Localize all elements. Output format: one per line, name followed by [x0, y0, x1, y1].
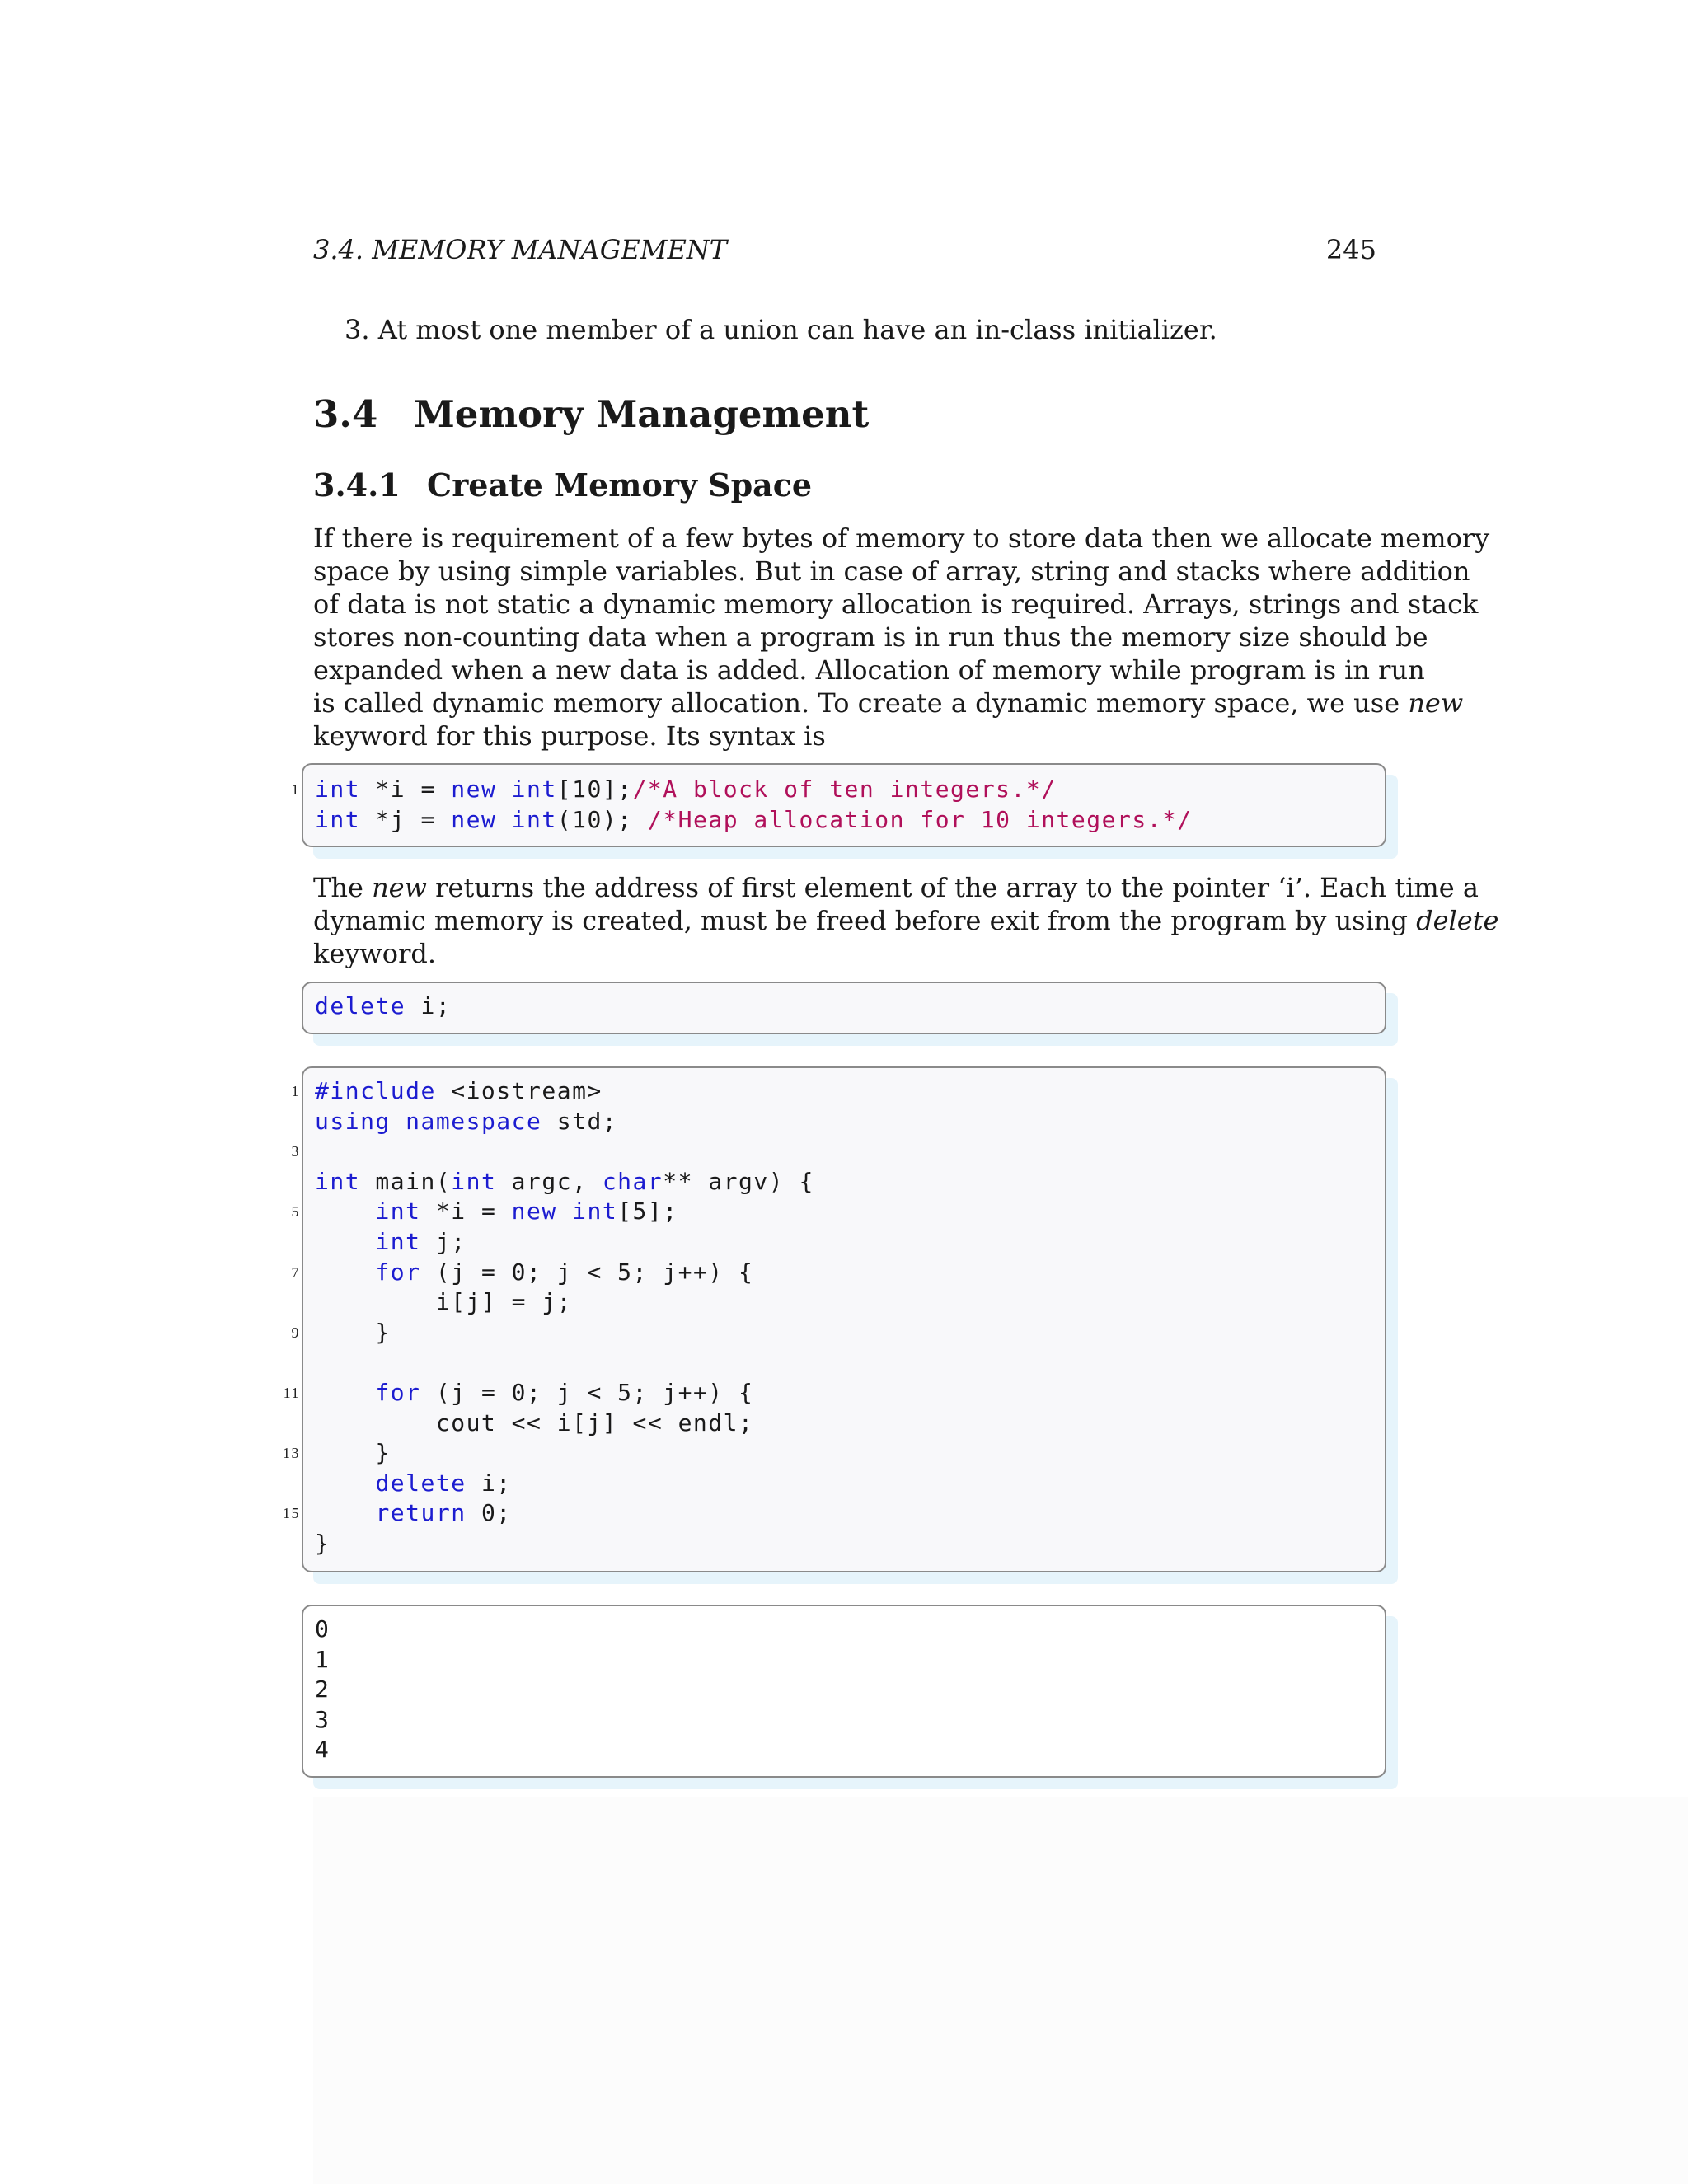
paragraph-line: stores non-counting data when a program is in run thus the memory size should be: [313, 621, 1428, 653]
paragraph-line: space by using simple variables. But in case of array, string and stacks where addition: [313, 555, 1470, 587]
output-block: [302, 1605, 1386, 1778]
code-text: *i =: [360, 776, 452, 803]
code-keyword: int: [572, 1197, 618, 1226]
code-keyword: new: [451, 805, 497, 833]
code-text: [557, 1197, 572, 1225]
code-lines: [315, 991, 451, 1022]
code-text: [10];: [556, 776, 633, 803]
code-text: (j = 0; j < 5; j++) {: [420, 1378, 754, 1406]
line-number: 7: [291, 1263, 300, 1281]
code-comment: /*Heap allocation for 10 integers.*/: [647, 805, 1193, 833]
paragraph-line: [313, 904, 1499, 937]
code-line: [291, 1258, 814, 1288]
code-keyword: return: [375, 1499, 467, 1527]
code-line: [283, 1378, 814, 1408]
emphasis-new: new: [372, 872, 427, 903]
output-line: 3: [315, 1705, 331, 1733]
code-block-delete: [302, 982, 1386, 1034]
subsection-number: 3.4.1: [313, 466, 401, 504]
line-number: 5: [291, 1203, 300, 1221]
paragraph-line: If there is requirement of a few bytes of memory to store data then we allocate memory: [313, 523, 1490, 554]
code-line: [315, 991, 451, 1022]
code-keyword: namespace: [406, 1107, 542, 1135]
code-text: <iostream>: [435, 1077, 603, 1104]
code-keyword: int: [315, 776, 361, 803]
code-text: [496, 806, 511, 833]
code-text: (10);: [556, 805, 648, 833]
code-text: j;: [420, 1227, 467, 1255]
output-line: 0: [315, 1615, 331, 1643]
code-line: [315, 1167, 814, 1197]
code-line: [291, 1137, 814, 1167]
paragraph-line: [313, 871, 1479, 904]
page-number: 245: [1325, 234, 1376, 265]
code-line: [315, 1287, 814, 1318]
code-line: [315, 1227, 814, 1258]
code-text: [496, 776, 511, 803]
code-text: main(: [360, 1167, 452, 1195]
code-line: [291, 1076, 814, 1107]
code-text: }: [375, 1318, 391, 1346]
code-keyword: delete: [375, 1469, 467, 1497]
paragraph-line: [313, 687, 1464, 719]
output-block-frame: [302, 1605, 1386, 1778]
code-text: std;: [542, 1107, 618, 1135]
code-keyword: for: [375, 1258, 421, 1286]
code-line: [315, 1347, 814, 1378]
output-lines: [315, 1615, 330, 1765]
output-line: 4: [315, 1736, 331, 1764]
code-text: i[j] = j;: [435, 1288, 573, 1316]
code-text: [5];: [617, 1197, 678, 1226]
code-keyword: #include: [315, 1077, 436, 1104]
paragraph-text: The: [313, 872, 373, 903]
emphasis-delete: delete: [1416, 905, 1499, 936]
code-block-frame: [302, 982, 1386, 1034]
code-keyword: delete: [315, 992, 406, 1019]
code-line: [291, 775, 1193, 805]
code-text: 0;: [466, 1499, 512, 1527]
code-keyword: using: [315, 1107, 391, 1135]
emphasis-new: new: [1408, 687, 1464, 719]
code-text: cout << i[j] << endl;: [435, 1408, 754, 1436]
paragraph-line: keyword.: [313, 938, 437, 969]
line-number: 9: [291, 1324, 300, 1341]
code-keyword: int: [451, 1167, 497, 1195]
code-line: [291, 1197, 814, 1227]
code-text: i;: [466, 1469, 512, 1497]
paragraph-line: keyword for this purpose. Its syntax is: [313, 720, 826, 752]
code-lines: [283, 1076, 814, 1559]
code-text: i;: [406, 992, 452, 1019]
list-item: 3. At most one member of a union can have an in-class initializer.: [345, 314, 1217, 345]
code-block-syntax: [291, 763, 1386, 847]
code-line: [315, 1469, 814, 1499]
line-number: 3: [291, 1143, 300, 1160]
code-comment: /*A block of ten integers.*/: [632, 776, 1057, 803]
code-line: [291, 1318, 814, 1348]
subsection-heading: [313, 466, 812, 504]
code-keyword: int: [375, 1197, 421, 1226]
output-line: 1: [315, 1645, 331, 1673]
paragraph-text: dynamic memory is created, must be freed before exit from the program by using: [313, 905, 1417, 936]
code-keyword: for: [375, 1378, 421, 1406]
paragraph-intro: [313, 522, 1490, 752]
code-line: [315, 1107, 814, 1137]
paragraph-line: expanded when a new data is added. Allocation of memory while program is in run: [313, 654, 1425, 686]
section-number: 3.4: [313, 392, 378, 436]
code-text: argc,: [496, 1167, 603, 1195]
code-keyword: int: [511, 776, 557, 803]
running-header-title: 3.4. MEMORY MANAGEMENT: [313, 234, 728, 265]
code-keyword: int: [315, 1167, 361, 1195]
subsection-title: Create Memory Space: [427, 466, 813, 504]
line-number: 15: [283, 1505, 300, 1522]
code-line: [315, 1408, 814, 1439]
code-keyword: int: [511, 805, 557, 833]
code-keyword: new: [511, 1197, 557, 1226]
line-number: 1: [291, 1083, 300, 1099]
code-line: [315, 805, 1193, 836]
code-text: }: [315, 1529, 331, 1557]
code-keyword: int: [375, 1227, 421, 1255]
code-text: (j = 0; j < 5; j++) {: [420, 1258, 754, 1286]
paragraph-line: of data is not static a dynamic memory allocation is required. Arrays, strings and stack: [313, 588, 1479, 620]
code-block-program: [283, 1066, 1386, 1572]
line-number: 13: [283, 1445, 300, 1462]
code-keyword: int: [315, 805, 361, 833]
code-text: }: [375, 1439, 391, 1467]
code-lines: [291, 775, 1193, 835]
code-text: *i =: [420, 1197, 512, 1226]
code-line: [283, 1438, 814, 1469]
paragraph-line-text: is called dynamic memory allocation. To create a dynamic memory space, we use: [313, 687, 1400, 719]
output-line: 2: [315, 1675, 331, 1704]
paragraph-new-delete: [313, 871, 1499, 970]
code-text: *j =: [360, 805, 452, 833]
paragraph-text: returns the address of first element of the array to the pointer ‘i’. Each time a: [427, 872, 1479, 903]
code-keyword: new: [451, 776, 497, 803]
line-number: 1: [291, 781, 300, 798]
line-number: 11: [283, 1384, 300, 1401]
section-heading: [313, 392, 869, 436]
page-bottom-shade: [313, 1797, 1688, 2184]
code-line: [315, 1529, 814, 1559]
code-text: ** argv) {: [663, 1167, 814, 1195]
section-title: Memory Management: [414, 392, 870, 436]
code-line: [283, 1498, 814, 1529]
code-keyword: char: [602, 1167, 663, 1195]
